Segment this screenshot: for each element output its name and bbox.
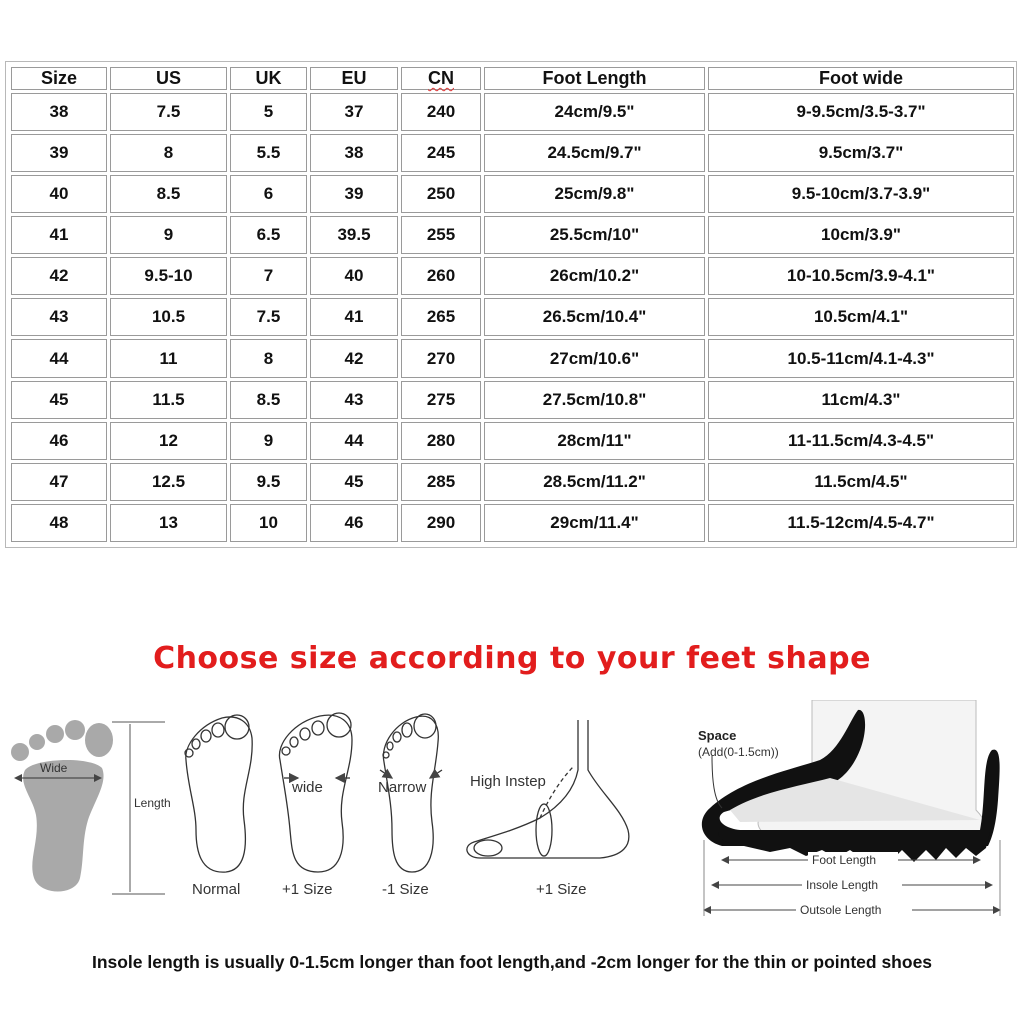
table-row	[11, 93, 1014, 131]
feet-shape-illustration	[0, 700, 1024, 930]
table-cell: 28cm/11"	[484, 422, 705, 460]
table-row	[11, 257, 1014, 295]
column-header: EU	[310, 67, 398, 90]
table-cell: 11.5-12cm/4.5-4.7"	[708, 504, 1014, 542]
column-header: Foot Length	[484, 67, 705, 90]
table-cell: 9-9.5cm/3.5-3.7"	[708, 93, 1014, 131]
table-cell: 28.5cm/11.2"	[484, 463, 705, 501]
table-cell: 10cm/3.9"	[708, 216, 1014, 254]
table-cell: 25.5cm/10"	[484, 216, 705, 254]
table-row	[11, 216, 1014, 254]
table-cell: 45	[310, 463, 398, 501]
headline: Choose size according to your feet shape	[153, 641, 871, 676]
size-table	[8, 64, 1017, 545]
table-cell: 41	[310, 298, 398, 336]
table-cell: 39	[310, 175, 398, 213]
table-cell: 40	[11, 175, 107, 213]
table-cell: 25cm/9.8"	[484, 175, 705, 213]
table-cell: 26.5cm/10.4"	[484, 298, 705, 336]
table-cell: 48	[11, 504, 107, 542]
table-body	[11, 93, 1014, 542]
table-cell: 280	[401, 422, 481, 460]
table-cell: 9	[110, 216, 227, 254]
table-cell: 12.5	[110, 463, 227, 501]
column-header: UK	[230, 67, 307, 90]
table-cell: 27cm/10.6"	[484, 339, 705, 377]
table-cell: 6.5	[230, 216, 307, 254]
table-cell: 37	[310, 93, 398, 131]
wide-caption: +1 Size	[282, 881, 333, 898]
insole-length-measure: Insole Length	[806, 878, 879, 892]
narrow-caption: -1 Size	[382, 881, 429, 898]
table-cell: 250	[401, 175, 481, 213]
high-instep-label: High Instep	[470, 773, 546, 790]
table-cell: 9.5-10	[110, 257, 227, 295]
table-row	[11, 463, 1014, 501]
table-cell: 11-11.5cm/4.3-4.5"	[708, 422, 1014, 460]
table-row	[11, 175, 1014, 213]
normal-foot-icon	[185, 715, 252, 872]
normal-label: Normal	[192, 881, 241, 898]
table-cell: 24cm/9.5"	[484, 93, 705, 131]
table-cell: 24.5cm/9.7"	[484, 134, 705, 172]
table-cell: 45	[11, 381, 107, 419]
column-header: Foot wide	[708, 67, 1014, 90]
table-cell: 29cm/11.4"	[484, 504, 705, 542]
table-cell: 9.5-10cm/3.7-3.9"	[708, 175, 1014, 213]
table-cell: 245	[401, 134, 481, 172]
table-cell: 7.5	[230, 298, 307, 336]
table-row	[11, 504, 1014, 542]
table-cell: 5.5	[230, 134, 307, 172]
table-cell: 290	[401, 504, 481, 542]
table-cell: 13	[110, 504, 227, 542]
table-cell: 39.5	[310, 216, 398, 254]
column-header: CN	[401, 67, 481, 90]
table-header-row	[11, 67, 1014, 90]
table-cell: 47	[11, 463, 107, 501]
table-cell: 10.5	[110, 298, 227, 336]
table-cell: 8	[110, 134, 227, 172]
table-cell: 26cm/10.2"	[484, 257, 705, 295]
table-cell: 11cm/4.3"	[708, 381, 1014, 419]
table-cell: 38	[11, 93, 107, 131]
table-cell: 10.5-11cm/4.1-4.3"	[708, 339, 1014, 377]
table-cell: 9	[230, 422, 307, 460]
table-cell: 11.5cm/4.5"	[708, 463, 1014, 501]
footprint-measure-icon	[11, 720, 171, 894]
table-cell: 10.5cm/4.1"	[708, 298, 1014, 336]
table-cell: 44	[11, 339, 107, 377]
table-cell: 11.5	[110, 381, 227, 419]
table-cell: 10	[230, 504, 307, 542]
shoe-cross-section-icon	[702, 700, 1000, 862]
table-cell: 7.5	[110, 93, 227, 131]
table-row	[11, 381, 1014, 419]
table-cell: 270	[401, 339, 481, 377]
table-cell: 7	[230, 257, 307, 295]
column-header: US	[110, 67, 227, 90]
table-cell: 285	[401, 463, 481, 501]
table-cell: 255	[401, 216, 481, 254]
table-cell: 10-10.5cm/3.9-4.1"	[708, 257, 1014, 295]
table-cell: 43	[11, 298, 107, 336]
table-cell: 41	[11, 216, 107, 254]
column-header: Size	[11, 67, 107, 90]
table-cell: 275	[401, 381, 481, 419]
table-cell: 42	[11, 257, 107, 295]
insole-footnote: Insole length is usually 0-1.5cm longer than foot length,and -2cm longer for the thin or pointed shoes	[91, 952, 933, 972]
table-cell: 6	[230, 175, 307, 213]
foot-length-label: Length	[134, 796, 171, 810]
table-cell: 260	[401, 257, 481, 295]
outsole-length-measure: Outsole Length	[800, 903, 882, 917]
table-cell: 9.5cm/3.7"	[708, 134, 1014, 172]
table-cell: 5	[230, 93, 307, 131]
table-cell: 42	[310, 339, 398, 377]
table-cell: 46	[310, 504, 398, 542]
table-cell: 265	[401, 298, 481, 336]
table-cell: 46	[11, 422, 107, 460]
space-detail: (Add(0-1.5cm))	[698, 745, 779, 759]
table-cell: 9.5	[230, 463, 307, 501]
table-cell: 43	[310, 381, 398, 419]
high-instep-caption: +1 Size	[536, 881, 587, 898]
table-cell: 8.5	[110, 175, 227, 213]
wide-label: wide	[292, 779, 323, 796]
table-row	[11, 134, 1014, 172]
table-cell: 39	[11, 134, 107, 172]
table-row	[11, 298, 1014, 336]
table-cell: 8	[230, 339, 307, 377]
table-cell: 240	[401, 93, 481, 131]
size-chart	[5, 61, 1017, 548]
table-cell: 40	[310, 257, 398, 295]
table-cell: 44	[310, 422, 398, 460]
table-cell: 38	[310, 134, 398, 172]
narrow-label: Narrow	[378, 779, 427, 796]
table-row	[11, 339, 1014, 377]
table-cell: 12	[110, 422, 227, 460]
table-cell: 11	[110, 339, 227, 377]
table-cell: 27.5cm/10.8"	[484, 381, 705, 419]
table-cell: 8.5	[230, 381, 307, 419]
foot-length-measure: Foot Length	[812, 853, 877, 867]
space-label: Space	[698, 728, 737, 743]
table-row	[11, 422, 1014, 460]
foot-wide-label: Wide	[40, 761, 68, 775]
